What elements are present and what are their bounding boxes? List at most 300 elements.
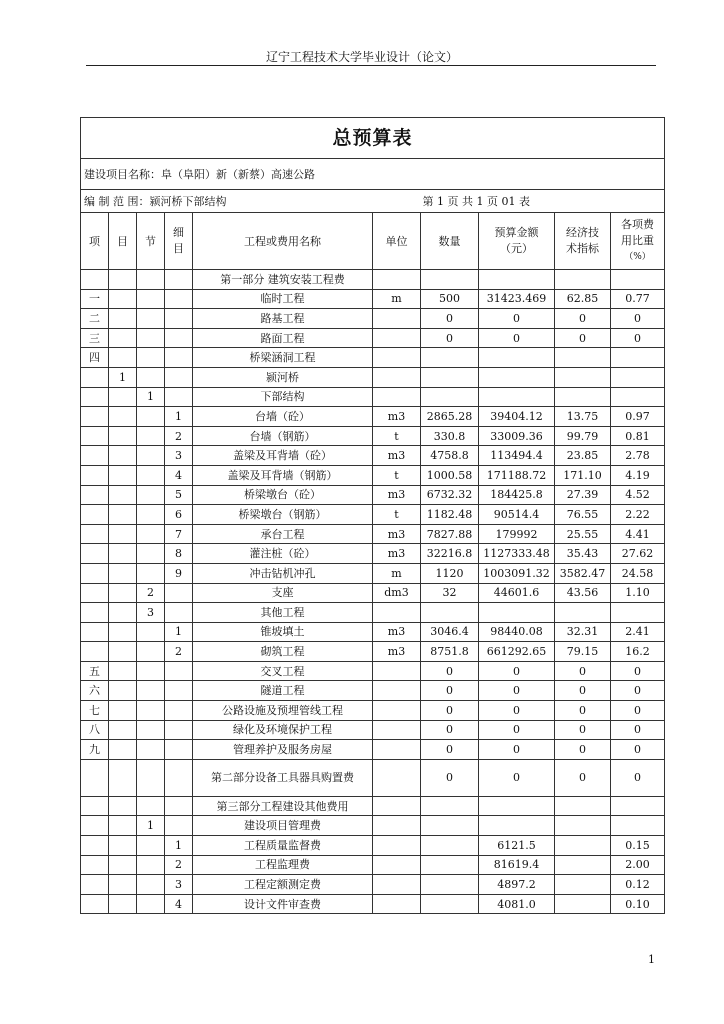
- cell-jie: 1: [137, 387, 165, 407]
- cell-name: 台墙（砼）: [193, 407, 373, 427]
- cell-jie: [137, 836, 165, 856]
- cell-ratio: 0: [611, 701, 665, 721]
- cell-name: 颍河桥: [193, 367, 373, 387]
- cell-ratio: 27.62: [611, 544, 665, 564]
- cell-amount: 0: [479, 661, 555, 681]
- cell-amount: [479, 270, 555, 290]
- table-row: [81, 387, 665, 407]
- cell-jie: [137, 563, 165, 583]
- cell-ratio: 0.97: [611, 407, 665, 427]
- cell-unit: [373, 367, 421, 387]
- cell-ratio: 0: [611, 720, 665, 740]
- cell-ximu: [165, 367, 193, 387]
- cell-mu: [109, 485, 137, 505]
- cell-name: 锥坡填土: [193, 622, 373, 642]
- cell-amount: [479, 603, 555, 623]
- cell-mu: [109, 681, 137, 701]
- cell-name: 第一部分 建筑安装工程费: [193, 270, 373, 290]
- cell-ratio: [611, 270, 665, 290]
- table-row: [81, 309, 665, 329]
- table-row: [81, 505, 665, 525]
- cell-amount: [479, 796, 555, 816]
- cell-qty: 330.8: [421, 426, 479, 446]
- cell-jie: [137, 701, 165, 721]
- cell-unit: [373, 759, 421, 796]
- cell-jie: 3: [137, 603, 165, 623]
- cell-jie: [137, 622, 165, 642]
- cell-ratio: [611, 816, 665, 836]
- cell-amount: 0: [479, 309, 555, 329]
- cell-amount: 90514.4: [479, 505, 555, 525]
- cell-mu: 1: [109, 367, 137, 387]
- cell-ximu: 2: [165, 642, 193, 662]
- cell-xiang: [81, 875, 109, 895]
- table-row: [81, 348, 665, 368]
- cell-index: 3582.47: [555, 563, 611, 583]
- cell-index: [555, 875, 611, 895]
- table-row: [81, 796, 665, 816]
- col-index-line2: 术指标: [566, 242, 599, 255]
- cell-jie: [137, 681, 165, 701]
- cell-ximu: [165, 270, 193, 290]
- col-ratio-line2: 用比重: [621, 234, 654, 247]
- cell-ratio: 24.58: [611, 563, 665, 583]
- table-row: [81, 289, 665, 309]
- cell-ximu: 6: [165, 505, 193, 525]
- running-header: 辽宁工程技术大学毕业设计（论文）: [265, 50, 458, 64]
- cell-xiang: [81, 603, 109, 623]
- cell-jie: [137, 524, 165, 544]
- cell-name: 设计文件审查费: [193, 894, 373, 914]
- title-row: [81, 118, 665, 159]
- cell-name: 砌筑工程: [193, 642, 373, 662]
- cell-ximu: [165, 720, 193, 740]
- table-row: [81, 759, 665, 796]
- cell-ratio: 0.81: [611, 426, 665, 446]
- cell-jie: [137, 446, 165, 466]
- cell-jie: [137, 270, 165, 290]
- cell-qty: 0: [421, 328, 479, 348]
- cell-index: 0: [555, 328, 611, 348]
- cell-ximu: [165, 740, 193, 760]
- cell-xiang: [81, 485, 109, 505]
- cell-index: 43.56: [555, 583, 611, 603]
- cell-ximu: 4: [165, 465, 193, 485]
- cell-unit: [373, 701, 421, 721]
- cell-index: [555, 894, 611, 914]
- cell-mu: [109, 328, 137, 348]
- cell-ximu: 7: [165, 524, 193, 544]
- cell-ximu: 1: [165, 622, 193, 642]
- cell-xiang: 二: [81, 309, 109, 329]
- cell-index: 13.75: [555, 407, 611, 427]
- cell-qty: 32216.8: [421, 544, 479, 564]
- cell-xiang: [81, 524, 109, 544]
- cell-ximu: [165, 328, 193, 348]
- cell-ximu: 3: [165, 875, 193, 895]
- cell-qty: 0: [421, 681, 479, 701]
- cell-amount: 0: [479, 681, 555, 701]
- table-row: [81, 603, 665, 623]
- cell-jie: 2: [137, 583, 165, 603]
- cell-name: 交叉工程: [193, 661, 373, 681]
- table-row: [81, 661, 665, 681]
- cell-index: 27.39: [555, 485, 611, 505]
- cell-unit: t: [373, 505, 421, 525]
- cell-xiang: 六: [81, 681, 109, 701]
- cell-ximu: 8: [165, 544, 193, 564]
- cell-name: 桥梁墩台（钢筋）: [193, 505, 373, 525]
- cell-index: [555, 348, 611, 368]
- cell-ratio: 0: [611, 740, 665, 760]
- cell-name: 第二部分设备工具器具购置费: [193, 759, 373, 796]
- cell-unit: [373, 328, 421, 348]
- cell-xiang: [81, 622, 109, 642]
- cell-amount: [479, 387, 555, 407]
- col-amount-line2: （元）: [500, 242, 533, 255]
- cell-jie: [137, 642, 165, 662]
- cell-amount: 4897.2: [479, 875, 555, 895]
- cell-qty: 0: [421, 701, 479, 721]
- cell-ximu: [165, 816, 193, 836]
- cell-mu: [109, 759, 137, 796]
- cell-xiang: [81, 407, 109, 427]
- cell-qty: 4758.8: [421, 446, 479, 466]
- cell-xiang: [81, 855, 109, 875]
- cell-unit: m3: [373, 446, 421, 466]
- table-row: [81, 740, 665, 760]
- cell-xiang: [81, 270, 109, 290]
- cell-index: 79.15: [555, 642, 611, 662]
- cell-jie: [137, 465, 165, 485]
- cell-ximu: 2: [165, 855, 193, 875]
- cell-mu: [109, 309, 137, 329]
- cell-qty: [421, 836, 479, 856]
- project-name: 建设项目名称：阜（阜阳）新（新蔡）高速公路: [81, 159, 665, 190]
- sheet-title: 总预算表: [81, 118, 665, 159]
- cell-xiang: 五: [81, 661, 109, 681]
- cell-index: 0: [555, 701, 611, 721]
- cell-amount: 0: [479, 759, 555, 796]
- cell-ratio: [611, 796, 665, 816]
- cell-xiang: [81, 583, 109, 603]
- cell-amount: 179992: [479, 524, 555, 544]
- cell-amount: 33009.36: [479, 426, 555, 446]
- cell-amount: [479, 816, 555, 836]
- cell-index: 0: [555, 720, 611, 740]
- cell-mu: [109, 701, 137, 721]
- cell-jie: [137, 407, 165, 427]
- cell-unit: [373, 603, 421, 623]
- cell-jie: [137, 796, 165, 816]
- cell-xiang: [81, 544, 109, 564]
- cell-name: 公路设施及预埋管线工程: [193, 701, 373, 721]
- cell-qty: [421, 603, 479, 623]
- cell-ximu: 3: [165, 446, 193, 466]
- cell-name: 建设项目管理费: [193, 816, 373, 836]
- cell-unit: [373, 348, 421, 368]
- cell-mu: [109, 622, 137, 642]
- cell-name: 工程监理费: [193, 855, 373, 875]
- table-row: [81, 270, 665, 290]
- col-ratio: [611, 213, 665, 270]
- cell-xiang: [81, 426, 109, 446]
- cell-index: 25.55: [555, 524, 611, 544]
- cell-amount: 81619.4: [479, 855, 555, 875]
- cell-qty: 6732.32: [421, 485, 479, 505]
- cell-mu: [109, 524, 137, 544]
- cell-index: 0: [555, 681, 611, 701]
- cell-mu: [109, 796, 137, 816]
- cell-amount: 98440.08: [479, 622, 555, 642]
- cell-unit: m3: [373, 622, 421, 642]
- col-ratio-line3: （%）: [624, 252, 651, 262]
- table-row: [81, 446, 665, 466]
- cell-name: 路基工程: [193, 309, 373, 329]
- cell-amount: 113494.4: [479, 446, 555, 466]
- cell-ratio: 0.15: [611, 836, 665, 856]
- col-jie: 节: [137, 213, 165, 270]
- cell-unit: [373, 309, 421, 329]
- cell-ximu: [165, 681, 193, 701]
- table-row: [81, 701, 665, 721]
- cell-mu: [109, 465, 137, 485]
- cell-ratio: 0: [611, 759, 665, 796]
- table-row: [81, 524, 665, 544]
- cell-jie: [137, 720, 165, 740]
- cell-amount: 44601.6: [479, 583, 555, 603]
- cell-name: 绿化及环境保护工程: [193, 720, 373, 740]
- cell-index: 0: [555, 740, 611, 760]
- cell-unit: t: [373, 465, 421, 485]
- cell-qty: 1182.48: [421, 505, 479, 525]
- cell-index: 76.55: [555, 505, 611, 525]
- table-row: [81, 855, 665, 875]
- cell-index: [555, 387, 611, 407]
- cell-unit: [373, 855, 421, 875]
- project-row: [81, 159, 665, 190]
- cell-unit: m3: [373, 485, 421, 505]
- cell-index: 0: [555, 759, 611, 796]
- cell-unit: [373, 875, 421, 895]
- cell-unit: [373, 740, 421, 760]
- cell-index: [555, 603, 611, 623]
- cell-amount: 31423.469: [479, 289, 555, 309]
- cell-xiang: 九: [81, 740, 109, 760]
- cell-xiang: [81, 894, 109, 914]
- cell-unit: [373, 720, 421, 740]
- cell-xiang: [81, 446, 109, 466]
- cell-name: 工程定额测定费: [193, 875, 373, 895]
- cell-mu: [109, 583, 137, 603]
- table-row: [81, 544, 665, 564]
- cell-index: 171.10: [555, 465, 611, 485]
- cell-jie: [137, 485, 165, 505]
- cell-ximu: [165, 603, 193, 623]
- cell-index: 0: [555, 661, 611, 681]
- cell-index: 32.31: [555, 622, 611, 642]
- cell-qty: 0: [421, 759, 479, 796]
- cell-ratio: 2.22: [611, 505, 665, 525]
- cell-xiang: 一: [81, 289, 109, 309]
- table-row: [81, 328, 665, 348]
- cell-ratio: 0: [611, 309, 665, 329]
- cell-mu: [109, 505, 137, 525]
- cell-ratio: 0: [611, 661, 665, 681]
- cell-qty: 0: [421, 661, 479, 681]
- cell-ximu: [165, 387, 193, 407]
- cell-mu: [109, 875, 137, 895]
- cell-ratio: 2.00: [611, 855, 665, 875]
- cell-amount: 1003091.32: [479, 563, 555, 583]
- cell-ximu: [165, 701, 193, 721]
- cell-ratio: 4.41: [611, 524, 665, 544]
- cell-jie: [137, 894, 165, 914]
- cell-jie: [137, 328, 165, 348]
- cell-ximu: 5: [165, 485, 193, 505]
- cell-xiang: [81, 816, 109, 836]
- table-row: [81, 367, 665, 387]
- cell-ratio: 2.78: [611, 446, 665, 466]
- cell-amount: 0: [479, 720, 555, 740]
- cell-name: 灌注桩（砼）: [193, 544, 373, 564]
- cell-ximu: 9: [165, 563, 193, 583]
- cell-mu: [109, 642, 137, 662]
- cell-qty: 0: [421, 740, 479, 760]
- cell-xiang: [81, 505, 109, 525]
- cell-name: 台墙（钢筋）: [193, 426, 373, 446]
- cell-qty: 32: [421, 583, 479, 603]
- cell-jie: [137, 426, 165, 446]
- cell-mu: [109, 289, 137, 309]
- cell-amount: [479, 348, 555, 368]
- cell-xiang: 八: [81, 720, 109, 740]
- cell-unit: [373, 836, 421, 856]
- cell-mu: [109, 816, 137, 836]
- cell-qty: 0: [421, 720, 479, 740]
- cell-ximu: [165, 583, 193, 603]
- cell-index: [555, 796, 611, 816]
- col-index: [555, 213, 611, 270]
- table-row: [81, 485, 665, 505]
- cell-jie: [137, 759, 165, 796]
- cell-index: 23.85: [555, 446, 611, 466]
- cell-mu: [109, 544, 137, 564]
- cell-ratio: 2.41: [611, 622, 665, 642]
- budget-table: [80, 117, 665, 914]
- col-mu: 目: [109, 213, 137, 270]
- cell-name: 盖梁及耳背墙（钢筋）: [193, 465, 373, 485]
- cell-mu: [109, 387, 137, 407]
- page-info: 第 1 页 共 1 页 01 表: [421, 190, 665, 213]
- cell-xiang: [81, 465, 109, 485]
- cell-jie: [137, 544, 165, 564]
- cell-ratio: [611, 387, 665, 407]
- cell-unit: m3: [373, 407, 421, 427]
- cell-qty: [421, 348, 479, 368]
- cell-ximu: 4: [165, 894, 193, 914]
- page-number: 1: [648, 953, 655, 966]
- cell-qty: [421, 816, 479, 836]
- cell-unit: [373, 661, 421, 681]
- cell-amount: 4081.0: [479, 894, 555, 914]
- table-row: [81, 816, 665, 836]
- table-row: [81, 407, 665, 427]
- cell-xiang: 七: [81, 701, 109, 721]
- cell-xiang: 四: [81, 348, 109, 368]
- cell-ratio: [611, 348, 665, 368]
- cell-name: 路面工程: [193, 328, 373, 348]
- cell-unit: m3: [373, 642, 421, 662]
- cell-ratio: [611, 603, 665, 623]
- col-qty: 数量: [421, 213, 479, 270]
- cell-ximu: [165, 759, 193, 796]
- cell-mu: [109, 270, 137, 290]
- cell-index: 0: [555, 309, 611, 329]
- cell-ximu: [165, 348, 193, 368]
- cell-mu: [109, 407, 137, 427]
- cell-name: 工程质量监督费: [193, 836, 373, 856]
- cell-index: [555, 816, 611, 836]
- cell-ratio: 0.12: [611, 875, 665, 895]
- cell-qty: 7827.88: [421, 524, 479, 544]
- cell-mu: [109, 348, 137, 368]
- cell-jie: [137, 367, 165, 387]
- cell-amount: 171188.72: [479, 465, 555, 485]
- col-index-line1: 经济技: [566, 226, 599, 239]
- cell-unit: t: [373, 426, 421, 446]
- cell-mu: [109, 426, 137, 446]
- cell-qty: 500: [421, 289, 479, 309]
- cell-mu: [109, 836, 137, 856]
- cell-xiang: [81, 796, 109, 816]
- cell-mu: [109, 720, 137, 740]
- cell-mu: [109, 563, 137, 583]
- cell-ratio: 0: [611, 681, 665, 701]
- cell-ximu: 2: [165, 426, 193, 446]
- col-ximu-line2: 目: [173, 242, 184, 255]
- cell-jie: [137, 740, 165, 760]
- column-header-row: [81, 213, 665, 270]
- col-xiang: 项: [81, 213, 109, 270]
- cell-jie: [137, 875, 165, 895]
- cell-index: 62.85: [555, 289, 611, 309]
- cell-ratio: 0.77: [611, 289, 665, 309]
- cell-ximu: 1: [165, 407, 193, 427]
- cell-jie: [137, 505, 165, 525]
- cell-ratio: 16.2: [611, 642, 665, 662]
- scope-row: [81, 190, 665, 213]
- col-amount: [479, 213, 555, 270]
- cell-xiang: [81, 836, 109, 856]
- scope: 编 制 范 围：颍河桥下部结构: [81, 190, 421, 213]
- cell-unit: [373, 796, 421, 816]
- cell-qty: 0: [421, 309, 479, 329]
- cell-mu: [109, 446, 137, 466]
- cell-jie: 1: [137, 816, 165, 836]
- cell-ratio: 1.10: [611, 583, 665, 603]
- cell-index: 99.79: [555, 426, 611, 446]
- table-row: [81, 622, 665, 642]
- cell-xiang: [81, 759, 109, 796]
- cell-mu: [109, 661, 137, 681]
- cell-jie: [137, 661, 165, 681]
- col-unit: 单位: [373, 213, 421, 270]
- cell-ximu: [165, 289, 193, 309]
- cell-amount: 0: [479, 740, 555, 760]
- col-name: 工程或费用名称: [193, 213, 373, 270]
- cell-jie: [137, 348, 165, 368]
